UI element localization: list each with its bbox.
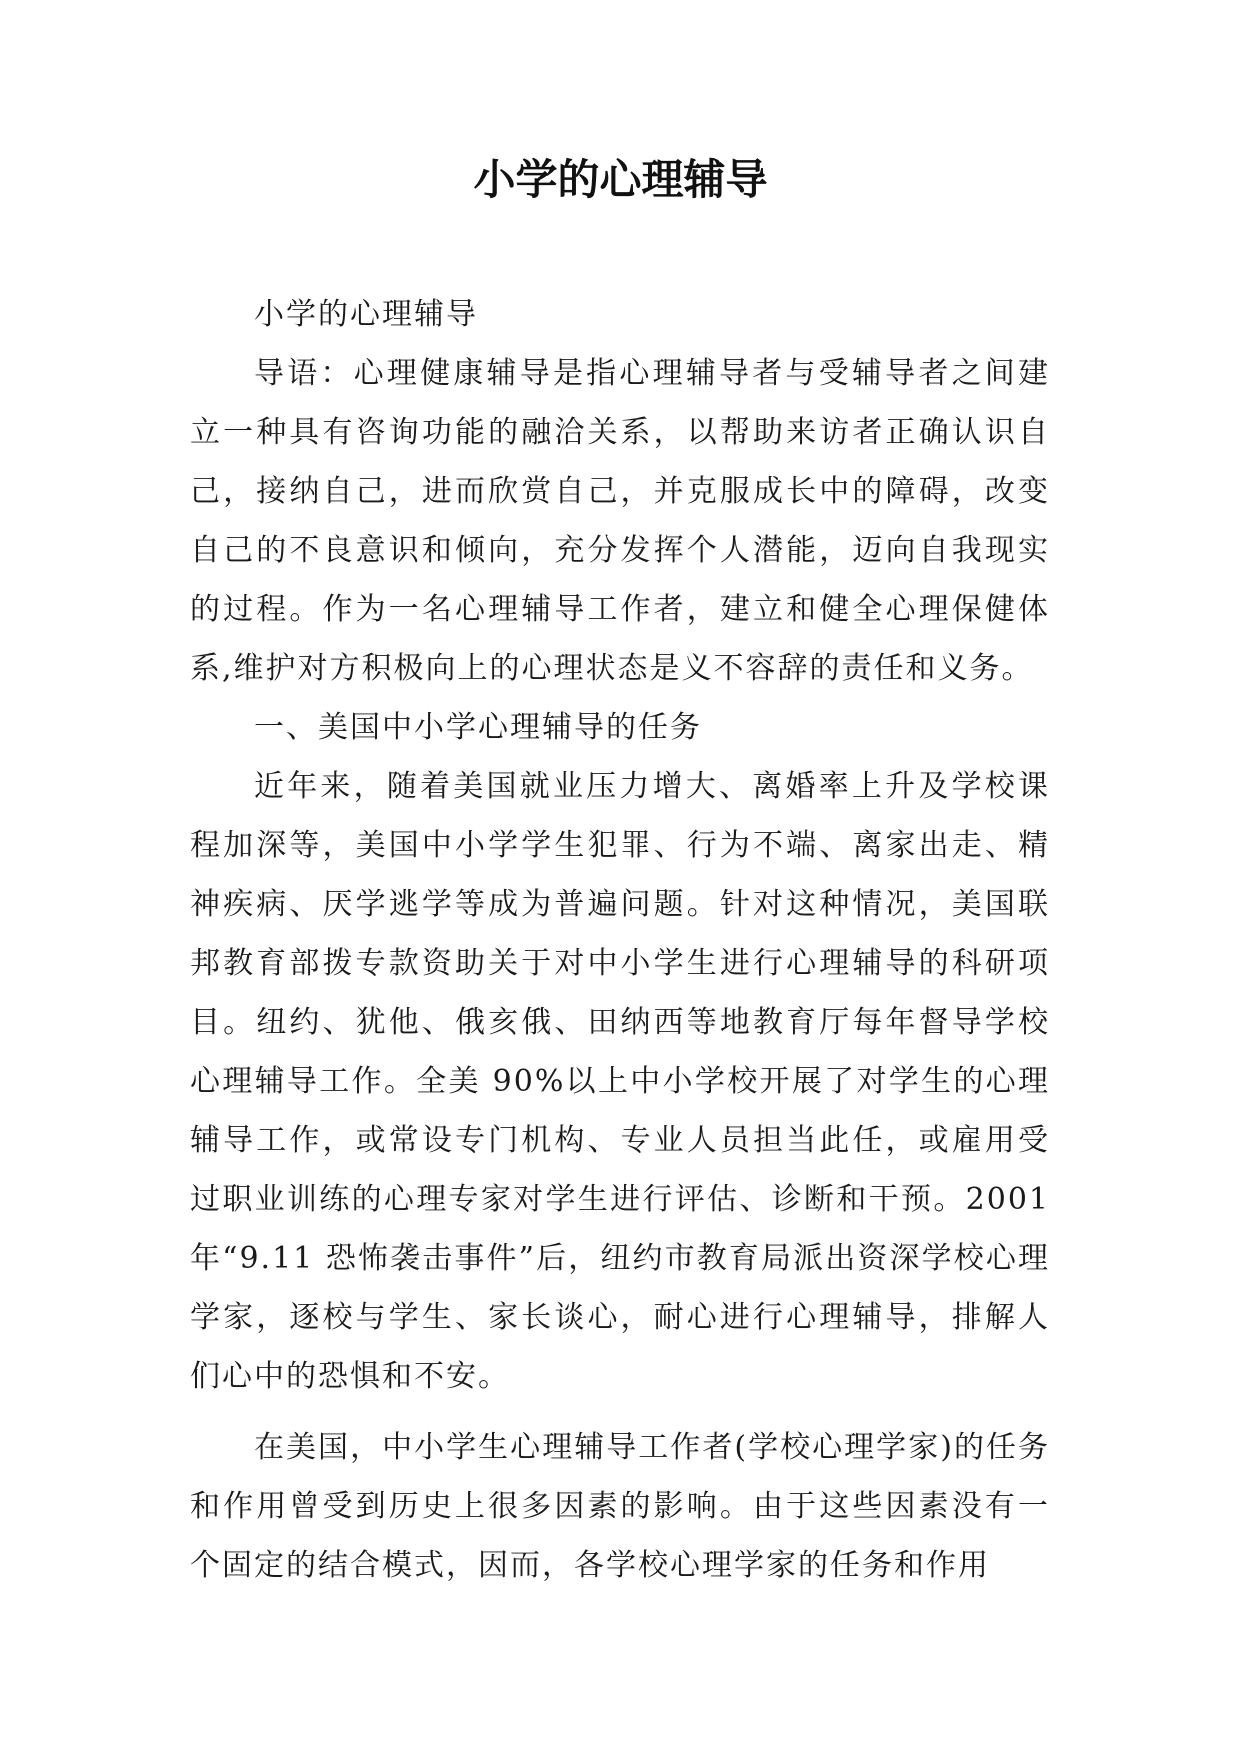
document-title: 小学的心理辅导 (473, 155, 768, 204)
paragraph-us-background: 近年来，随着美国就业压力增大、离婚率上升及学校课程加深等，美国中小学学生犯罪、行为不端、离家出走、精神疾病、厌学逃学等成为普遍问题。针对这种情况，美国联邦教育部拨专款资助关于对中小学生进行心理辅导的科研项目。纽约、犹他、俄亥俄、田纳西等地教育厅每年督导学校心理辅导工作。全美 90%以上中小学校开展了对学生的心理辅导工作，或常设专门机构、专业人员担当此任，或雇用受过职业训练的心理专家对学生进行评估、诊断和干预。2001 年“9.11 恐怖袭击事件”后，纽约市教育局派出资深学校心理学家，逐校与学生、家长谈心，耐心进行心理辅导，排解人们心中的恐惧和不安。 (190, 769, 1050, 1394)
document-body (190, 285, 1050, 1595)
paragraph-heading-repeat: 小学的心理辅导 (254, 297, 478, 332)
paragraph-intro: 导语：心理健康辅导是指心理辅导者与受辅导者之间建立一种具有咨询功能的融洽关系，以帮助来访者正确认识自己，接纳自己，进而欣赏自己，并克服成长中的障碍，改变自己的不良意识和倾向，充分发挥个人潜能，迈向自我现实的过程。作为一名心理辅导工作者，建立和健全心理保健体系,维护对方积极向上的心理状态是义不容辞的责任和义务。 (190, 356, 1050, 686)
section-heading-1: 一、美国中小学心理辅导的任务 (254, 710, 702, 745)
paragraph-us-role: 在美国，中小学生心理辅导工作者(学校心理学家)的任务和作用曾受到历史上很多因素的影响。由于这些因素没有一个固定的结合模式，因而，各学校心理学家的任务和作用 (190, 1430, 1050, 1583)
